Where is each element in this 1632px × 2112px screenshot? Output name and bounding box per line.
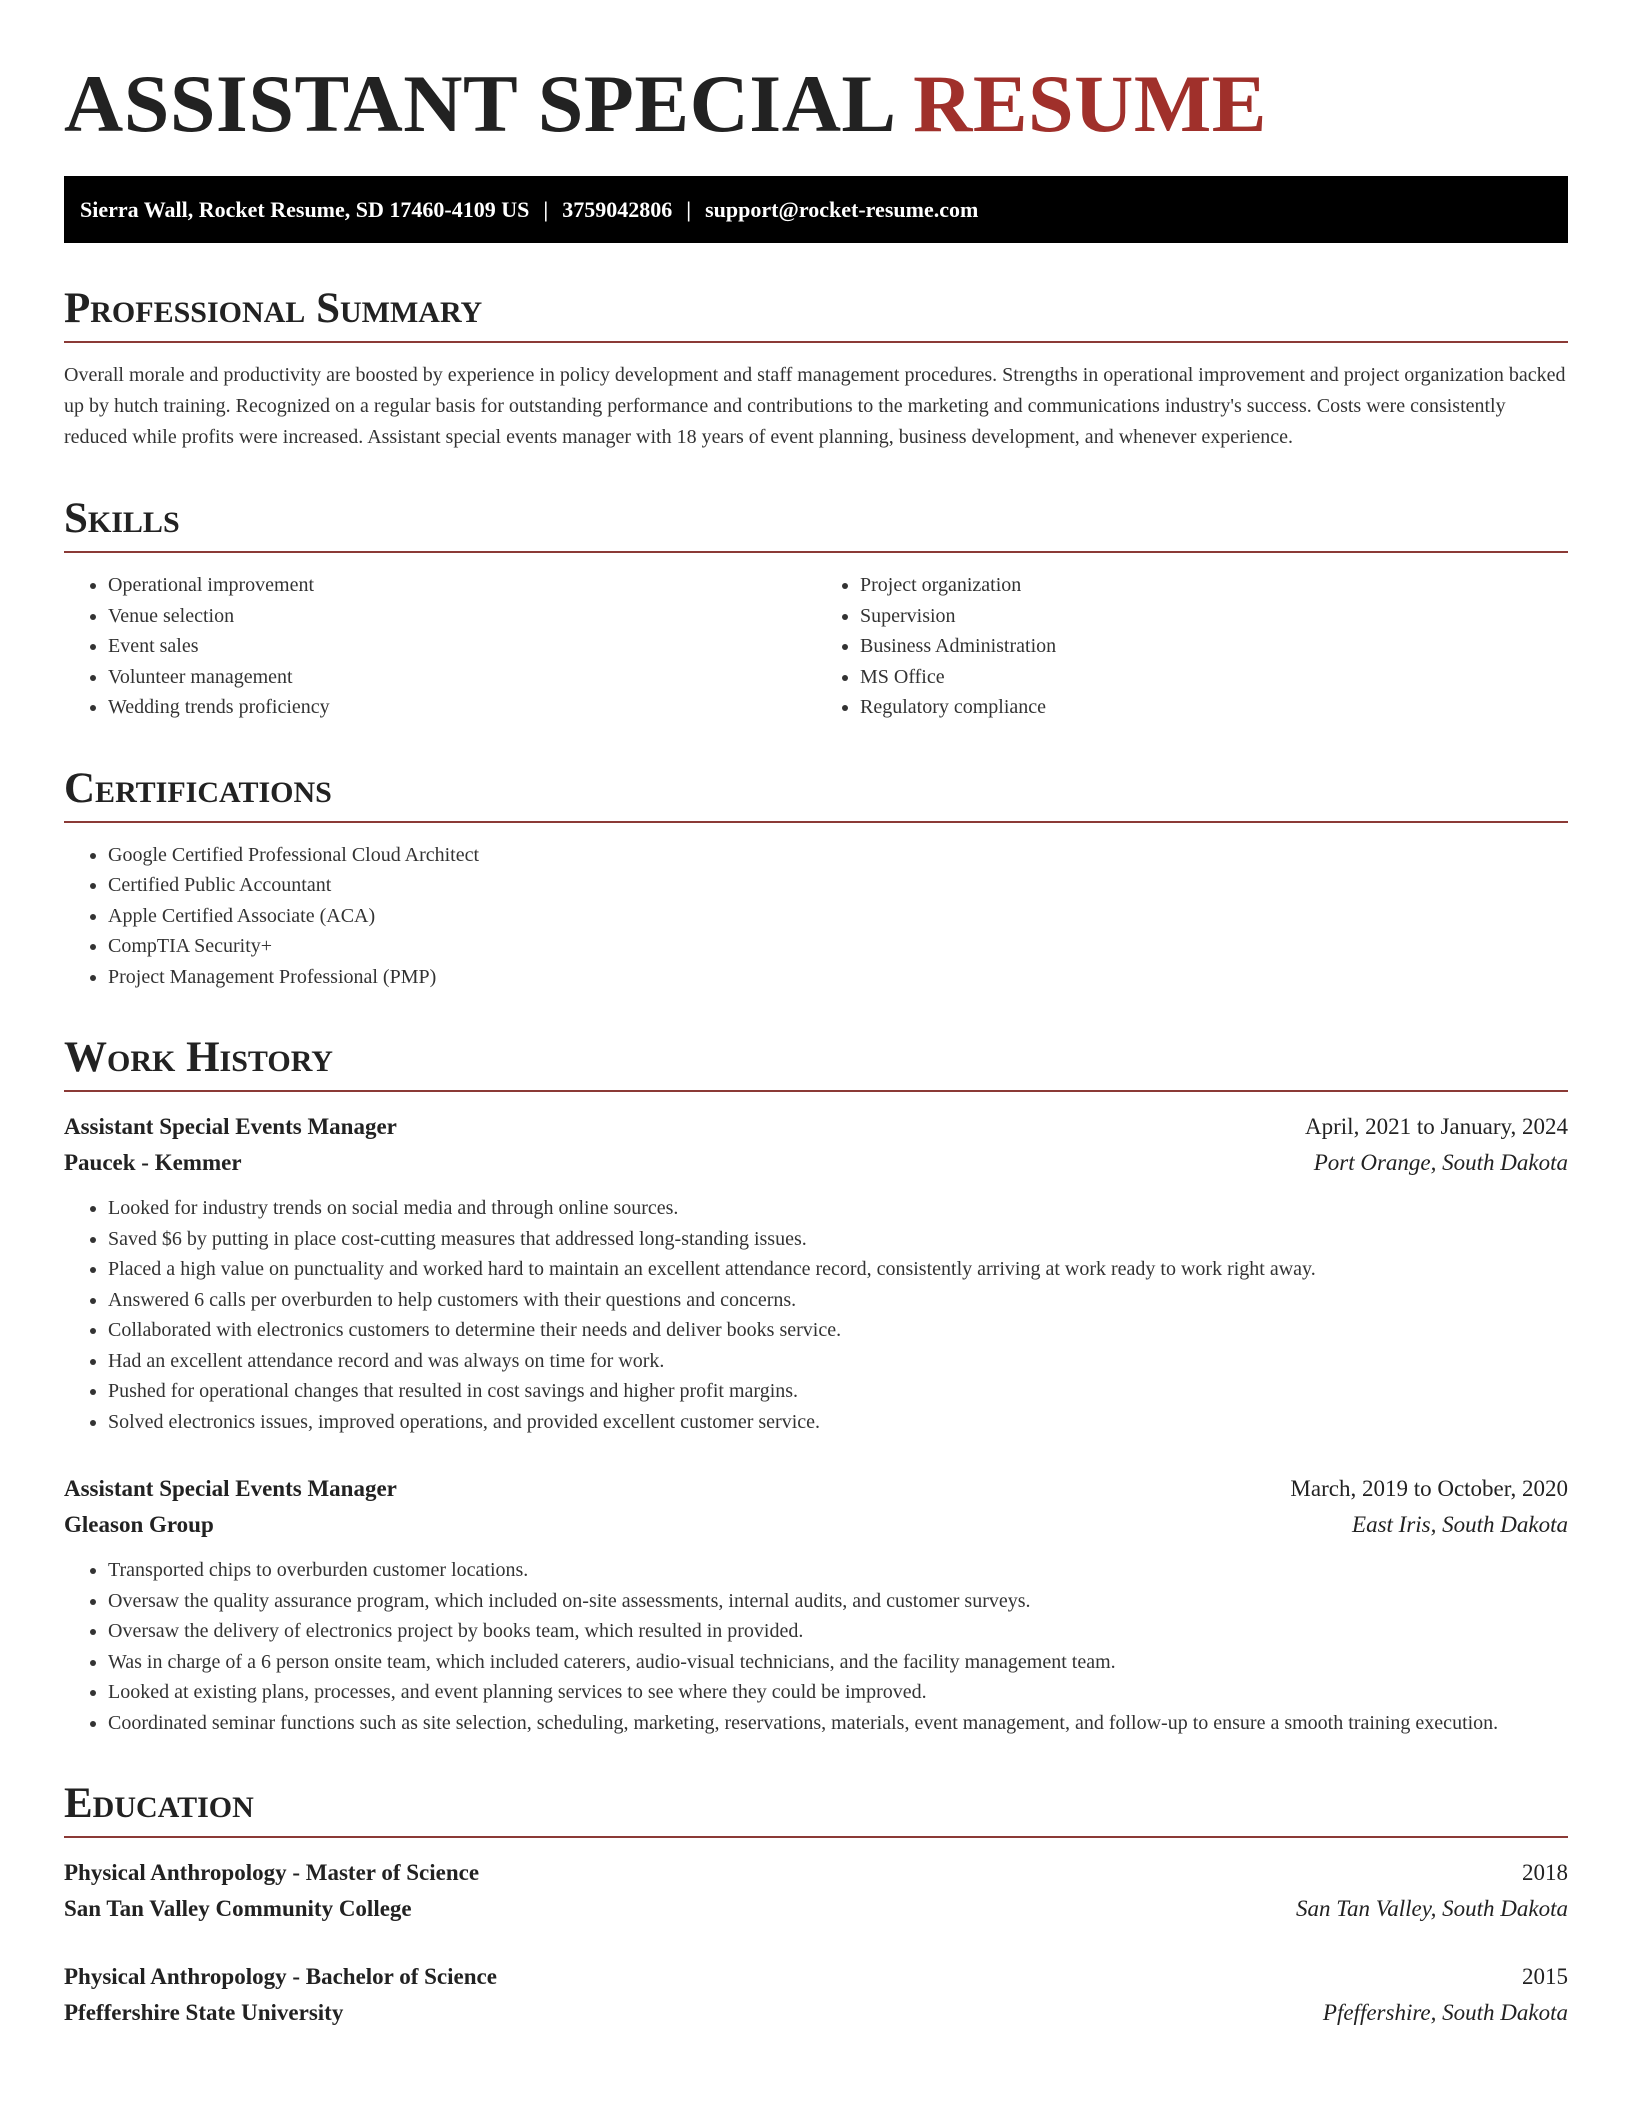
education-year: 2015 [1522,1964,1568,1989]
education-year: 2018 [1522,1860,1568,1885]
section-heading: Work History [64,1032,1568,1092]
certification-item: • CompTIA Security+ [108,931,1568,962]
certifications-section [64,763,1568,993]
title-accent: RESUME [913,58,1267,149]
certification-item: • Google Certified Professional Cloud Architect [108,840,1568,871]
skill-item: • Regulatory compliance [860,692,1568,723]
skill-item: • Project organization [860,570,1568,601]
education-school-row [64,1891,1568,1927]
work-history-section [64,1032,1568,1738]
job-title: Assistant Special Events Manager [64,1114,397,1139]
summary-text: Overall morale and productivity are boosted by experience in policy development and staff management procedures. Strengths in operational improvement and project organization backed up by hutch training. Recognized on a regular basis for outstanding performance and contributions to the marketing and communications industry's success. Costs were consistently reduced while profits were increased. Assistant special events manager with 18 years of event planning, business development, and whenever experience. [64,364,1566,448]
education-degree-row [64,1959,1568,1995]
resume-title [64,0,1568,162]
job-entry [64,1471,1568,1738]
contact-bar [64,176,1568,243]
education-school: Pfeffershire State University [64,2000,344,2025]
section-heading: Professional Summary [64,283,1568,343]
job-duty: • Solved electronics issues, improved operations, and provided excellent customer service. [108,1407,1568,1438]
skills-grid [64,553,1568,723]
job-duty: • Coordinated seminar functions such as site selection, scheduling, marketing, reservations, materials, event management, and follow-up to ensure a smooth training execution. [108,1708,1568,1739]
job-header-row [64,1109,1568,1145]
job-company-row [64,1507,1568,1543]
job-dates: March, 2019 to October, 2020 [1290,1476,1568,1501]
skill-item: • Venue selection [108,601,816,632]
job-duty: • Looked for industry trends on social media and through online sources. [108,1193,1568,1224]
job-duty: • Collaborated with electronics customers to determine their needs and deliver books service. [108,1315,1568,1346]
job-location: East Iris, South Dakota [1352,1512,1568,1537]
education-entry [64,1855,1568,1927]
skill-item: • MS Office [860,662,1568,693]
title-main: ASSISTANT SPECIAL [64,58,893,149]
skills-left-column [64,570,816,723]
certification-item: • Project Management Professional (PMP) [108,962,1568,993]
skills-section [64,493,1568,723]
skill-item: • Wedding trends proficiency [108,692,816,723]
contact-separator: | [543,197,549,222]
summary-section [64,283,1568,453]
job-header-row [64,1471,1568,1507]
job-duty: • Pushed for operational changes that resulted in cost savings and higher profit margins. [108,1376,1568,1407]
skill-item: • Supervision [860,601,1568,632]
job-company: Gleason Group [64,1512,214,1537]
education-section [64,1778,1568,2031]
job-entry [64,1109,1568,1437]
skills-right-column [816,570,1568,723]
job-company-row [64,1145,1568,1181]
contact-email[interactable]: support@rocket-resume.com [705,197,979,222]
education-school-row [64,1995,1568,2031]
job-dates: April, 2021 to January, 2024 [1305,1114,1568,1139]
education-school: San Tan Valley Community College [64,1896,412,1921]
section-heading: Skills [64,493,1568,553]
certification-item: • Certified Public Accountant [108,870,1568,901]
skill-item: • Volunteer management [108,662,816,693]
skill-item: • Business Administration [860,631,1568,662]
job-duty: • Answered 6 calls per overburden to help customers with their questions and concerns. [108,1285,1568,1316]
contact-separator: | [686,197,692,222]
job-duties-list [64,1193,1568,1437]
education-degree: Physical Anthropology - Bachelor of Science [64,1964,497,1989]
section-heading: Education [64,1778,1568,1838]
skill-item: • Event sales [108,631,816,662]
certification-item: • Apple Certified Associate (ACA) [108,901,1568,932]
job-duty: • Placed a high value on punctuality and worked hard to maintain an excellent attendance record, consistently arriving at work ready to work right away. [108,1254,1568,1285]
job-duty: • Was in charge of a 6 person onsite team, which included caterers, audio-visual technicians, and the facility management team. [108,1647,1568,1678]
education-location: Pfeffershire, South Dakota [1322,2000,1568,2025]
education-degree: Physical Anthropology - Master of Science [64,1860,480,1885]
contact-address: Sierra Wall, Rocket Resume, SD 17460-4109 US [80,197,530,222]
skill-item: • Operational improvement [108,570,816,601]
job-company: Paucek - Kemmer [64,1150,242,1175]
certifications-list [64,840,1568,993]
job-duty: • Oversaw the quality assurance program, which included on-site assessments, internal audits, and customer surveys. [108,1586,1568,1617]
job-duty: • Transported chips to overburden customer locations. [108,1555,1568,1586]
job-duties-list [64,1555,1568,1738]
job-duty: • Looked at existing plans, processes, and event planning services to see where they could be improved. [108,1677,1568,1708]
job-duty: • Saved $6 by putting in place cost-cutting measures that addressed long-standing issues. [108,1224,1568,1255]
education-entry [64,1959,1568,2031]
job-location: Port Orange, South Dakota [1313,1150,1568,1175]
job-duty: • Oversaw the delivery of electronics project by books team, which resulted in provided. [108,1616,1568,1647]
education-degree-row [64,1855,1568,1891]
job-duty: • Had an excellent attendance record and was always on time for work. [108,1346,1568,1377]
contact-phone: 3759042806 [562,197,673,222]
section-heading: Certifications [64,763,1568,823]
education-location: San Tan Valley, South Dakota [1296,1896,1568,1921]
job-title: Assistant Special Events Manager [64,1476,397,1501]
